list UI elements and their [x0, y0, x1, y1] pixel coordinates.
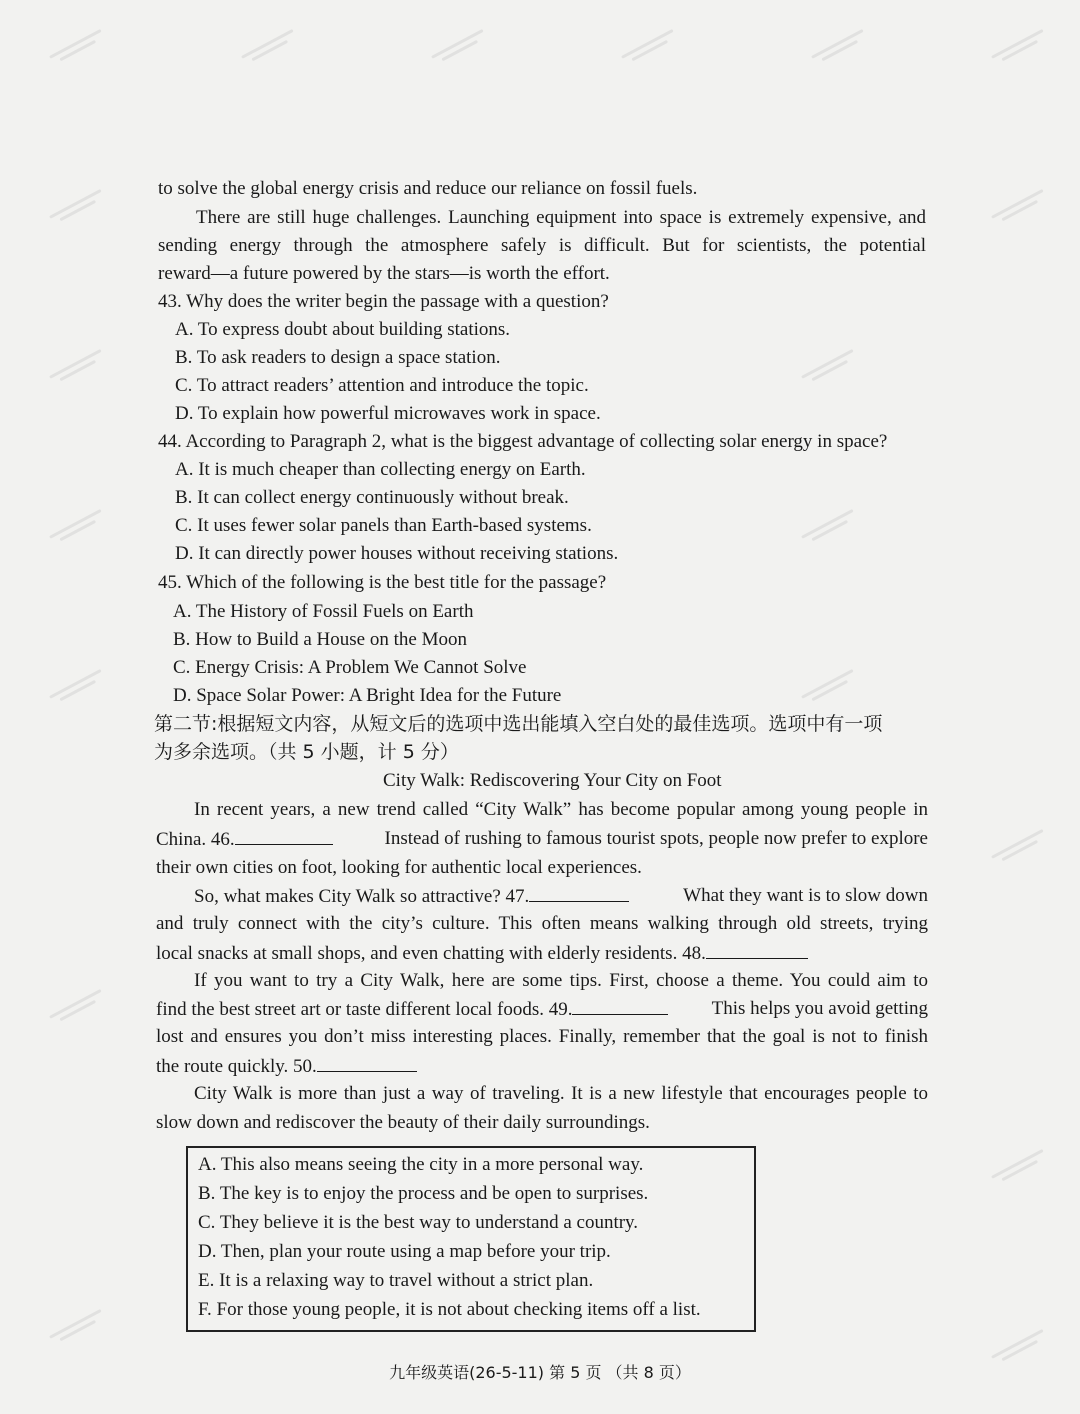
- blank-46[interactable]: [235, 826, 333, 845]
- watermark: [48, 347, 106, 387]
- question-43-option-b: B. To ask readers to design a space station.: [175, 347, 501, 368]
- passage-line: [194, 883, 928, 910]
- question-45-stem: 45. Which of the following is the best title for the passage?: [158, 572, 607, 593]
- watermark: [990, 827, 1048, 867]
- passage-text: Instead of rushing to famous tourist spots, people now prefer to explore: [384, 828, 928, 849]
- passage-line: If you want to try a City Walk, here are some tips. First, choose a theme. You could aim to: [194, 970, 928, 991]
- passage-line: City Walk is more than just a way of traveling. It is a new lifestyle that encourages people to: [194, 1083, 928, 1104]
- passage-text: find the best street art or taste different local foods. 49.: [156, 999, 573, 1020]
- watermark: [810, 27, 868, 67]
- question-43-option-a: A. To express doubt about building stations.: [175, 319, 511, 340]
- blank-50[interactable]: [317, 1053, 417, 1072]
- passage-line: their own cities on foot, looking for authentic local experiences.: [156, 857, 642, 878]
- question-45-option-b: B. How to Build a House on the Moon: [173, 629, 467, 650]
- question-45-option-d: D. Space Solar Power: A Bright Idea for the Future: [173, 685, 562, 706]
- passage-line: [156, 1053, 417, 1080]
- watermark: [48, 987, 106, 1027]
- watermark: [990, 187, 1048, 227]
- option-f: F. For those young people, it is not about checking items off a list.: [198, 1299, 701, 1320]
- blank-48[interactable]: [706, 940, 808, 959]
- watermark: [800, 347, 858, 387]
- option-b: B. The key is to enjoy the process and be open to surprises.: [198, 1183, 649, 1204]
- passage-line: There are still huge challenges. Launching equipment into space is extremely expensive, and: [196, 207, 926, 228]
- passage-text: local snacks at small shops, and even chatting with elderly residents. 48.: [156, 943, 706, 964]
- question-43-option-c: C. To attract readers’ attention and introduce the topic.: [175, 375, 589, 396]
- watermark: [800, 667, 858, 707]
- passage-line: and truly connect with the city’s culture. This often means walking through old streets, trying: [156, 913, 928, 934]
- passage-text: What they want is to slow down: [683, 885, 928, 906]
- watermark: [990, 27, 1048, 67]
- question-43-stem: 43. Why does the writer begin the passage with a question?: [158, 291, 609, 312]
- passage-title: City Walk: Rediscovering Your City on Foot: [383, 770, 722, 791]
- passage-line: lost and ensures you don’t miss interesting places. Finally, remember that the goal is not to finish: [156, 1026, 928, 1047]
- watermark: [48, 507, 106, 547]
- option-e: E. It is a relaxing way to travel without a strict plan.: [198, 1270, 594, 1291]
- question-45-option-a: A. The History of Fossil Fuels on Earth: [173, 601, 474, 622]
- question-44-stem: 44. According to Paragraph 2, what is the biggest advantage of collecting solar energy in space?: [158, 431, 888, 452]
- question-44-option-a: A. It is much cheaper than collecting energy on Earth.: [175, 459, 586, 480]
- watermark: [48, 187, 106, 227]
- question-45-option-c: C. Energy Crisis: A Problem We Cannot Solve: [173, 657, 527, 678]
- section2-instruction: 第二节:根据短文内容，从短文后的选项中选出能填入空白处的最佳选项。选项中有一项: [154, 713, 883, 735]
- passage-text: So, what makes City Walk so attractive? 47.: [194, 886, 530, 907]
- passage-line: In recent years, a new trend called “City Walk” has become popular among young people in: [194, 799, 928, 820]
- passage-line: [156, 996, 928, 1023]
- watermark: [48, 667, 106, 707]
- option-d: D. Then, plan your route using a map before your trip.: [198, 1241, 611, 1262]
- options-box: [186, 1146, 756, 1332]
- watermark: [800, 507, 858, 547]
- passage-line: reward—a future powered by the stars—is worth the effort.: [158, 263, 610, 284]
- watermark: [240, 27, 298, 67]
- passage-text: China. 46.: [156, 829, 235, 850]
- watermark: [990, 1147, 1048, 1187]
- blank-49[interactable]: [572, 996, 668, 1015]
- question-44-option-b: B. It can collect energy continuously without break.: [175, 487, 569, 508]
- question-43-option-d: D. To explain how powerful microwaves work in space.: [175, 403, 601, 424]
- question-44-option-d: D. It can directly power houses without receiving stations.: [175, 543, 619, 564]
- watermark: [620, 27, 678, 67]
- section2-instruction: 为多余选项。（共 5 小题，计 5 分）: [154, 741, 459, 763]
- option-c: C. They believe it is the best way to understand a country.: [198, 1212, 639, 1233]
- passage-text: This helps you avoid getting: [711, 998, 928, 1019]
- blank-47[interactable]: [529, 883, 629, 902]
- passage-line: [156, 826, 928, 853]
- passage-line: sending energy through the atmosphere safely is difficult. But for scientists, the potential: [158, 235, 926, 256]
- passage-text: the route quickly. 50.: [156, 1056, 317, 1077]
- question-44-option-c: C. It uses fewer solar panels than Earth-based systems.: [175, 515, 592, 536]
- watermark: [48, 1307, 106, 1347]
- passage-line: slow down and rediscover the beauty of their daily surroundings.: [156, 1112, 650, 1133]
- page-footer: 九年级英语(26-5-11) 第 5 页 （共 8 页）: [389, 1363, 691, 1382]
- watermark: [430, 27, 488, 67]
- passage-line: [156, 940, 808, 967]
- option-a: A. This also means seeing the city in a more personal way.: [198, 1154, 644, 1175]
- passage-line: to solve the global energy crisis and reduce our reliance on fossil fuels.: [158, 178, 698, 199]
- watermark: [48, 27, 106, 67]
